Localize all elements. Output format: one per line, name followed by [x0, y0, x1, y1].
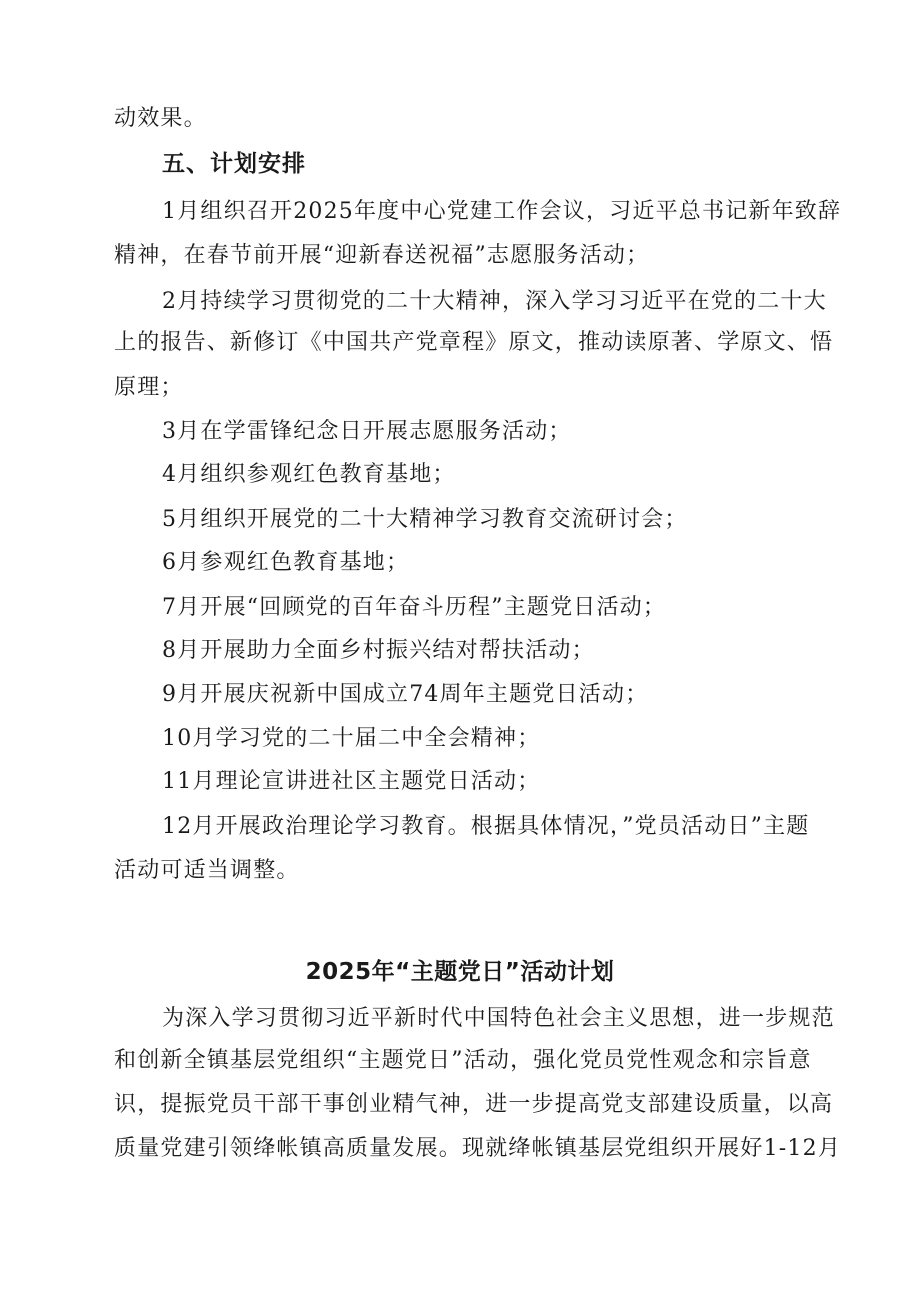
- body-line: 为深入学习贯彻习近平新时代中国特色社会主义思想，进一步规范: [162, 1006, 835, 1031]
- plan-line: 6月参观红色教育基地；: [162, 550, 410, 575]
- body-line: 和创新全镇基层党组织“主题党日”活动，强化党员党性观念和宗旨意: [114, 1048, 812, 1073]
- plan-line: 3月在学雷锋纪念日开展志愿服务活动；: [162, 419, 572, 444]
- plan-line: 11月理论宣讲进社区主题党日活动；: [162, 769, 541, 794]
- plan-line: 精神，在春节前开展“迎新春送祝福”志愿服务活动；: [114, 243, 650, 268]
- continuation-line: 动效果。: [114, 106, 207, 131]
- plan-line: 10月学习党的二十届二中全会精神；: [162, 726, 541, 751]
- plan-line: 上的报告、新修订《中国共产党章程》原文，推动读原著、学原文、悟: [114, 330, 834, 355]
- document-title: 2025年“主题党日”活动计划: [305, 959, 615, 985]
- section-heading: 五、计划安排: [162, 151, 306, 177]
- plan-line: 4月组织参观红色教育基地；: [162, 462, 456, 487]
- plan-line: 原理；: [114, 375, 184, 400]
- plan-line: 8月开展助力全面乡村振兴结对帮扶活动；: [162, 638, 595, 663]
- body-line: 识，提振党员干部干事创业精气神，进一步提高党支部建设质量，以高: [114, 1092, 834, 1117]
- plan-line: 9月开展庆祝新中国成立74周年主题党日活动；: [162, 682, 649, 707]
- plan-line: 12月开展政治理论学习教育。根据具体情况，”党员活动日”主题: [162, 814, 810, 839]
- plan-line: 5月组织开展党的二十大精神学习教育交流研讨会；: [162, 507, 688, 532]
- plan-line: 活动可适当调整。: [114, 858, 300, 883]
- body-line: 质量党建引领绛帐镇高质量发展。现就绛帐镇基层党组织开展好1-12月: [114, 1136, 842, 1161]
- plan-line: 7月开展“回顾党的百年奋斗历程”主题党日活动；: [162, 595, 667, 620]
- plan-line: 1月组织召开2025年度中心党建工作会议，习近平总书记新年致辞: [162, 199, 842, 224]
- plan-line: 2月持续学习贯彻党的二十大精神，深入学习习近平在党的二十大: [162, 289, 827, 314]
